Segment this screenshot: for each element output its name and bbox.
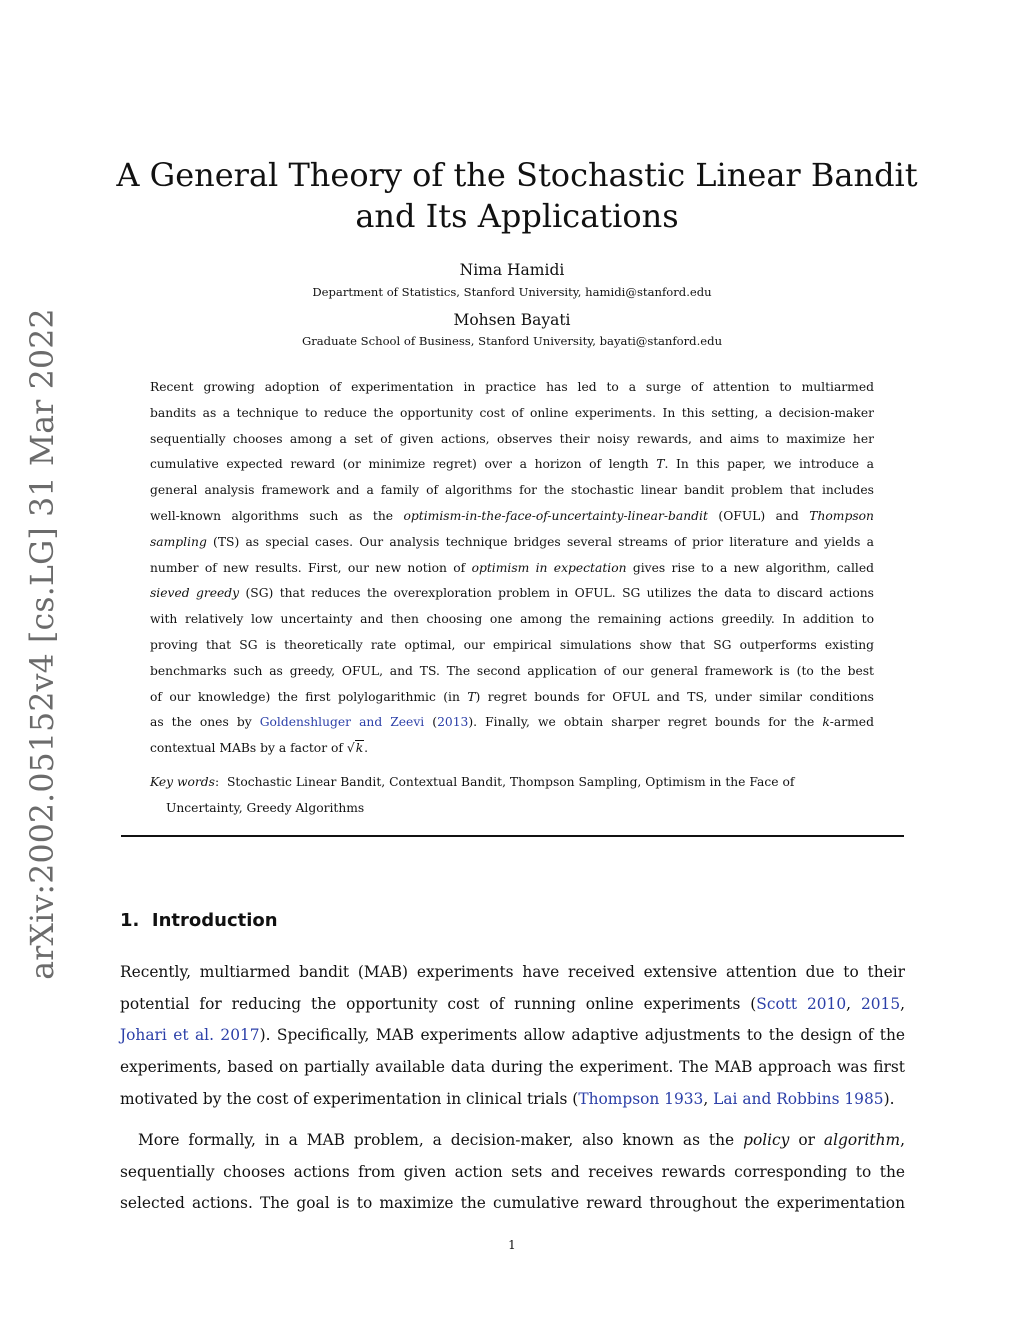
keywords-line: Key words: Stochastic Linear Bandit, Contextual Bandit, Thompson Sampling, Optimism in the Face of: [150, 775, 795, 789]
body-line: sequentially chooses actions from given action sets and receives rewards corresponding to the: [120, 1162, 905, 1181]
body-line: Recently, multiarmed bandit (MAB) experiments have received extensive attention due to their: [120, 963, 905, 981]
citation-link[interactable]: Thompson 1933: [578, 1089, 704, 1108]
arxiv-stamp: arXiv:2002.05152v4 [cs.LG] 31 Mar 2022: [25, 308, 61, 980]
math-T: T: [656, 457, 665, 472]
citation-link[interactable]: Lai and Robbins 1985: [713, 1089, 884, 1108]
intro-paragraph: [120, 957, 905, 1116]
citation-link[interactable]: Goldenshluger and Zeevi: [259, 715, 425, 730]
citation-link[interactable]: 2015: [860, 994, 901, 1013]
section-number: 1.: [120, 910, 140, 931]
abstract-line: sampling (TS) as special cases. Our analysis technique bridges several streams of prior literature and yields a: [150, 534, 874, 549]
abstract-line: cumulative expected reward (or minimize regret) over a horizon of length T. In this paper, we introduce a: [150, 457, 874, 472]
abstract-line: general analysis framework and a family of algorithms for the stochastic linear bandit problem that includes: [150, 483, 874, 498]
title-line-1: A General Theory of the Stochastic Linear Bandit: [116, 156, 918, 194]
citation-year-link[interactable]: 2013: [437, 715, 469, 730]
emph-optimism: optimism in expectation: [471, 560, 627, 575]
intro-paragraph: [120, 1125, 905, 1220]
math-T: T: [467, 689, 476, 704]
body-line: selected actions. The goal is to maximize the cumulative reward throughout the experimentation: [120, 1194, 905, 1213]
body-line: motivated by the cost of experimentation in clinical trials (Thompson 1933, Lai and Robbins 1985).: [120, 1089, 895, 1108]
section-heading: [120, 910, 278, 931]
abstract-line: contextual MABs by a factor of √k.: [150, 741, 369, 756]
abstract-line: benchmarks such as greedy, OFUL, and TS. The second application of our general framework is (to the best: [150, 663, 874, 678]
page-number: 1: [508, 1238, 516, 1252]
body-line: More formally, in a MAB problem, a decision-maker, also known as the policy or algorithm,: [138, 1131, 905, 1149]
author-affiliation: Department of Statistics, Stanford University, hamidi@stanford.edu: [312, 285, 712, 299]
abstract: [150, 375, 874, 762]
body-line: potential for reducing the opportunity cost of running online experiments (Scott 2010, 2015,: [120, 994, 906, 1013]
emph-sampling: sampling: [150, 534, 207, 549]
citation-link[interactable]: Scott 2010: [756, 994, 847, 1013]
abstract-line: well-known algorithms such as the optimism-in-the-face-of-uncertainty-linear-bandit (OFUL) and Thompson: [150, 508, 874, 523]
author-name: Nima Hamidi: [459, 261, 565, 279]
citation-link[interactable]: Johari et al. 2017: [120, 1026, 260, 1045]
abstract-line: Recent growing adoption of experimentation in practice has led to a surge of attention to multiarmed: [150, 380, 874, 394]
keywords-line: Uncertainty, Greedy Algorithms: [166, 800, 365, 815]
abstract-line: sieved greedy (SG) that reduces the overexploration problem in OFUL. SG utilizes the data to discard actions: [150, 586, 874, 601]
keywords: [150, 770, 874, 822]
body-line: experiments, based on partially available data during the experiment. The MAB approach was first: [120, 1058, 905, 1077]
abstract-line: proving that SG is theoretically rate optimal, our empirical simulations show that SG outperforms existing: [150, 637, 874, 652]
abstract-line: sequentially chooses among a set of given actions, observes their noisy rewards, and aims to maximize her: [150, 431, 874, 446]
abstract-line: with relatively low uncertainty and then choosing one among the remaining actions greedily. In addition to: [150, 612, 874, 627]
abstract-line: as the ones by Goldenshluger and Zeevi (2013). Finally, we obtain sharper regret bounds for the k-armed: [150, 715, 874, 730]
section-divider: [121, 835, 904, 837]
author-affiliation: Graduate School of Business, Stanford University, bayati@stanford.edu: [301, 334, 723, 348]
math-k: k: [822, 715, 830, 730]
emph-sieved-greedy: sieved greedy: [150, 586, 240, 601]
emph-policy: policy: [743, 1131, 790, 1149]
paper-title: [112, 155, 922, 237]
math-sqrt-k: √k: [346, 741, 364, 756]
keywords-label: Key words: [150, 775, 215, 789]
abstract-line: of our knowledge) the first polylogarithmic (in T) regret bounds for OFUL and TS, under similar conditions: [150, 689, 874, 704]
emph-ofu: optimism-in-the-face-of-uncertainty-linear-bandit: [403, 508, 708, 523]
abstract-line: number of new results. First, our new notion of optimism in expectation gives rise to a new algorithm, called: [150, 560, 875, 575]
emph-thompson: Thompson: [809, 508, 874, 523]
title-line-2: and Its Applications: [355, 197, 679, 235]
section-title: Introduction: [151, 910, 278, 931]
body-line: Johari et al. 2017). Specifically, MAB experiments allow adaptive adjustments to the design of the: [120, 1026, 905, 1045]
abstract-line: bandits as a technique to reduce the opportunity cost of online experiments. In this setting, a decision-maker: [150, 405, 874, 420]
author-name: Mohsen Bayati: [453, 311, 571, 329]
emph-algorithm: algorithm: [823, 1131, 901, 1149]
